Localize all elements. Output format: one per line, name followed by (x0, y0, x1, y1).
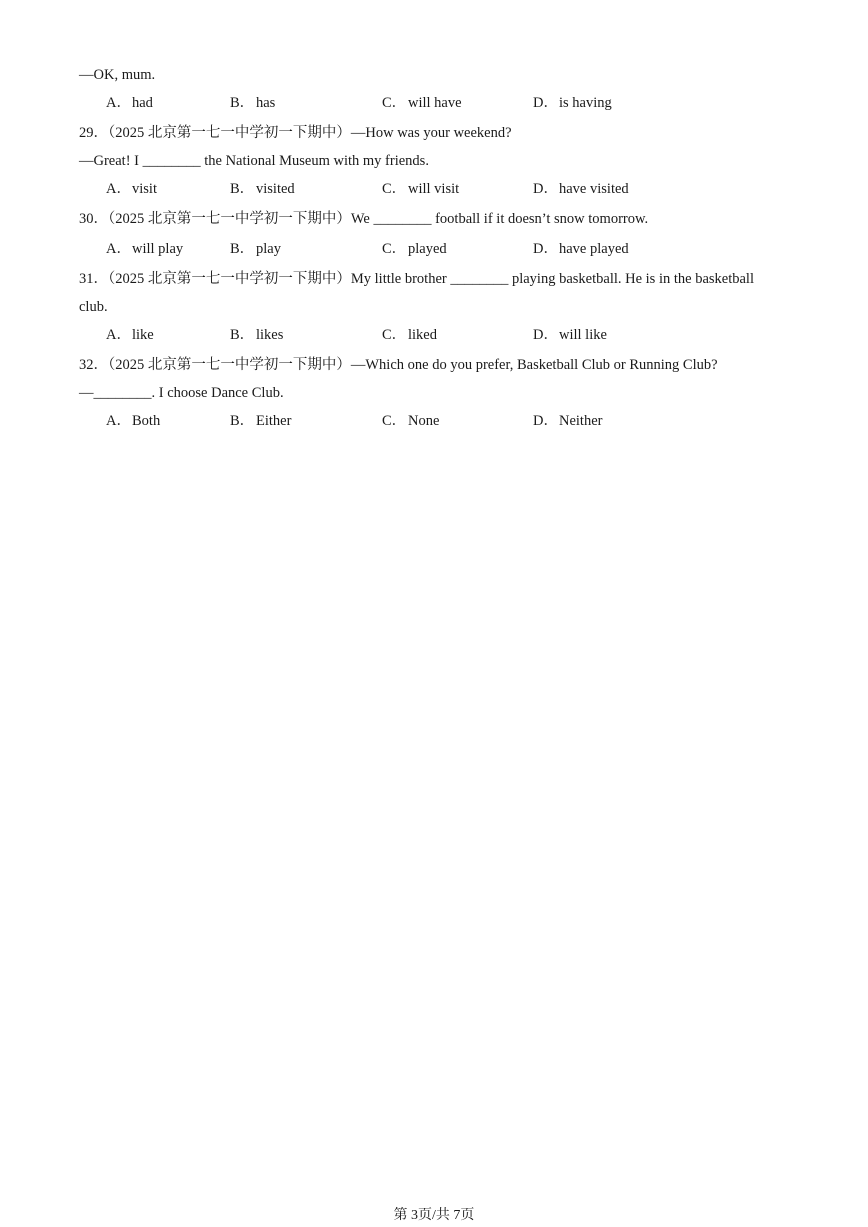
q30-option-b: B． play (230, 241, 281, 257)
q31-option-b: B． likes (230, 327, 284, 343)
q29-option-c: C． will visit (382, 181, 460, 197)
q31-option-d: D．will like (533, 327, 607, 343)
q32-option-c: C． None (382, 413, 440, 429)
q32-options (0, 412, 868, 430)
q28-option-b: B． has (230, 95, 276, 111)
q29-options (0, 180, 868, 198)
q32-stem: 32．（2025 北京第一七一中学初一下期中）—Which one do you prefer, Basketball Club or Running Club? (79, 357, 718, 373)
q30-option-c: C． played (382, 241, 447, 257)
q30-stem: 30．（2025 北京第一七一中学初一下期中）We ________ football if it doesn’t snow tomorrow. (79, 211, 649, 227)
q28-dialogue-tail: —OK, mum. (79, 67, 156, 83)
q32-option-d: D．Neither (533, 413, 603, 429)
q32-option-a: A．Both (106, 413, 161, 429)
q31-line2: club. (79, 299, 108, 315)
q29-stem: 29．（2025 北京第一七一中学初一下期中）—How was your weekend? (79, 125, 512, 141)
q30-option-a: A．will play (106, 241, 184, 257)
page-number-footer: 第 3页/共 7页 (393, 1208, 475, 1223)
q29-option-d: D．have visited (533, 181, 629, 197)
q30-option-d: D．have played (533, 241, 629, 257)
q29-option-a: A．visit (106, 181, 157, 197)
q31-stem: 31．（2025 北京第一七一中学初一下期中）My little brother ________ playing basketball. He is in the basketball (79, 271, 754, 287)
q31-option-a: A．like (106, 327, 154, 343)
q32-line2: —________. I choose Dance Club. (79, 385, 284, 401)
q28-option-c: C． will have (382, 95, 462, 111)
q31-option-c: C． liked (382, 327, 437, 343)
q31-options (0, 326, 868, 344)
q32-option-b: B． Either (230, 413, 292, 429)
q28-option-d: D．is having (533, 95, 612, 111)
q28-option-a: A．had (106, 95, 153, 111)
q30-options (0, 240, 868, 258)
q28-options (0, 94, 868, 112)
q29-line2: —Great! I ________ the National Museum with my friends. (79, 153, 429, 169)
q29-option-b: B． visited (230, 181, 295, 197)
